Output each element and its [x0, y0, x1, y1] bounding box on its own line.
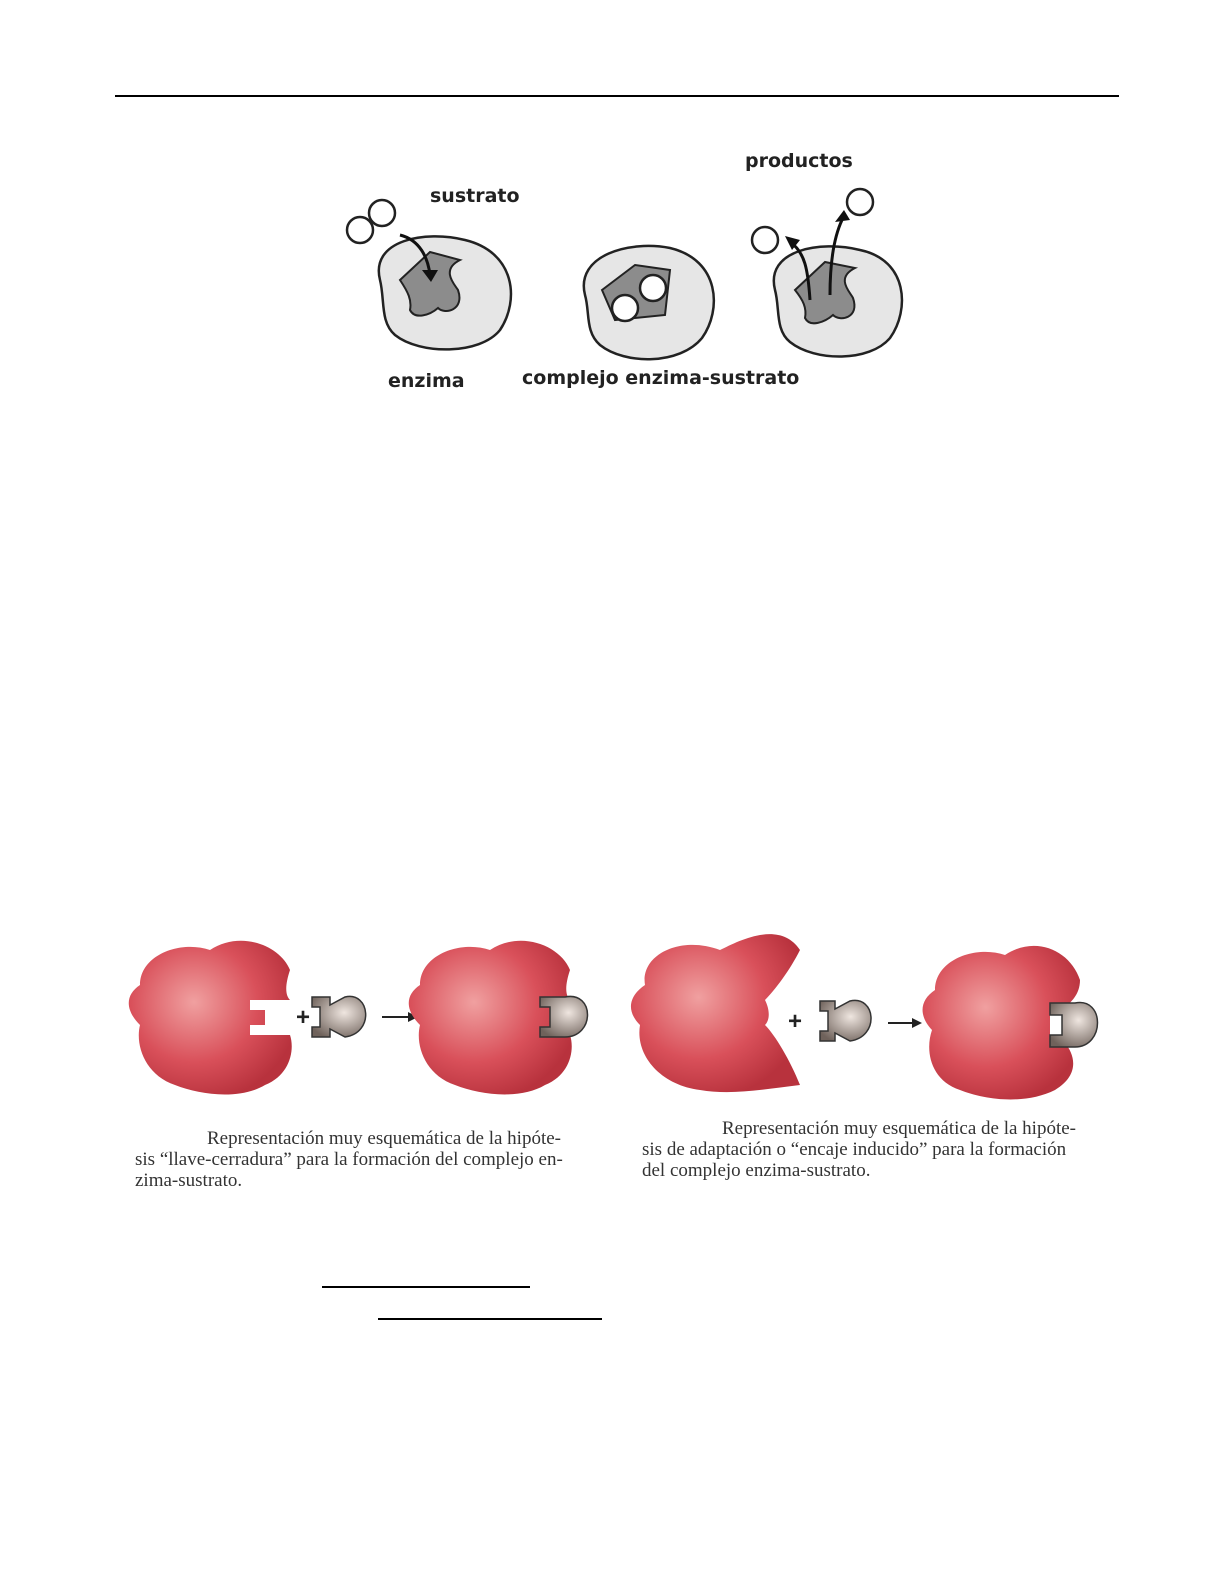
product-molecules: [752, 189, 873, 253]
left-caption-line: sis “llave-cerradura” para la formación del complejo en-: [135, 1149, 563, 1170]
left-caption-line: zima-sustrato.: [135, 1170, 243, 1191]
right-caption-line: sis de adaptación o “encaje inducido” para la formación: [642, 1139, 1067, 1160]
enzyme-lock-shape: [129, 941, 292, 1095]
header-rule: [115, 95, 1119, 97]
plus-sign: +: [788, 1008, 803, 1035]
substrate-molecule: [347, 200, 395, 243]
substrate-induced-shape: [820, 1000, 871, 1041]
enzyme-products-shape: [774, 246, 902, 356]
right-caption-line: Representación muy esquemática de la hipóte-: [722, 1118, 1077, 1139]
blank-underline: [378, 1318, 602, 1320]
label-enzima: enzima: [388, 370, 465, 392]
right-caption-line: del complejo enzima-sustrato.: [642, 1160, 871, 1181]
enzyme-substrate-diagram: [330, 140, 920, 400]
label-sustrato: sustrato: [430, 185, 520, 207]
arrowhead-icon: [912, 1018, 922, 1028]
enzyme-models-illustration: [120, 925, 1115, 1115]
plus-sign: +: [296, 1004, 311, 1031]
induced-complex-shape: [923, 946, 1080, 1100]
enzyme-induced-fit-shape: [631, 934, 803, 1092]
label-productos: productos: [745, 150, 853, 172]
right-caption: [642, 1118, 1112, 1181]
enzyme-substrate-complex-shape: [409, 941, 572, 1095]
label-complejo: complejo enzima-sustrato: [522, 367, 800, 389]
left-caption: [135, 1128, 600, 1191]
enzyme-shape: [379, 236, 511, 349]
complex-shape: [584, 246, 714, 359]
bound-induced-substrate-shape: [1050, 1003, 1098, 1047]
blank-underline: [322, 1286, 530, 1288]
substrate-key-shape: [312, 996, 366, 1037]
arrowhead-icon: [835, 210, 850, 222]
left-caption-line: Representación muy esquemática de la hipóte-: [207, 1128, 562, 1149]
